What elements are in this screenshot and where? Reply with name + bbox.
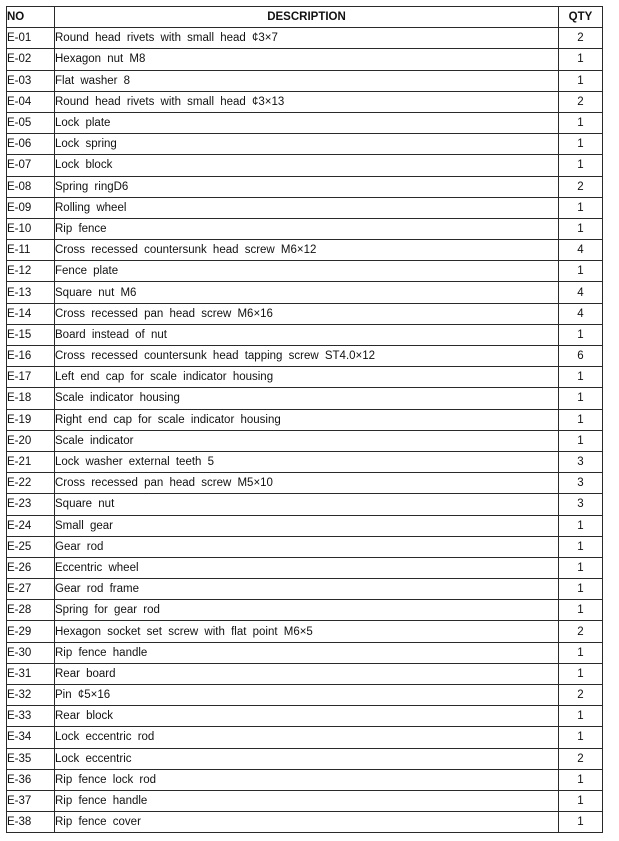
part-quantity-cell: 1 (559, 367, 603, 388)
part-quantity-cell: 2 (559, 621, 603, 642)
table-row (7, 112, 603, 133)
part-description-cell: Round head rivets with small head ¢3×7 (55, 28, 559, 49)
table-row (7, 727, 603, 748)
part-number-cell: E-28 (7, 600, 55, 621)
part-number-cell: E-03 (7, 70, 55, 91)
part-number-cell: E-38 (7, 812, 55, 833)
table-row (7, 812, 603, 833)
part-number-cell: E-30 (7, 642, 55, 663)
part-quantity-cell: 2 (559, 748, 603, 769)
part-quantity-cell: 1 (559, 134, 603, 155)
table-row (7, 663, 603, 684)
part-description-cell: Square nut (55, 494, 559, 515)
parts-table (6, 6, 603, 833)
part-number-cell: E-22 (7, 473, 55, 494)
table-row (7, 155, 603, 176)
part-description-cell: Cross recessed countersunk head tapping screw ST4.0×12 (55, 346, 559, 367)
part-description-cell: Hexagon socket set screw with flat point M6×5 (55, 621, 559, 642)
table-row (7, 282, 603, 303)
part-description-cell: Rip fence cover (55, 812, 559, 833)
table-row (7, 240, 603, 261)
part-description-cell: Board instead of nut (55, 324, 559, 345)
part-number-cell: E-21 (7, 451, 55, 472)
part-quantity-cell: 1 (559, 388, 603, 409)
part-number-cell: E-15 (7, 324, 55, 345)
part-quantity-cell: 1 (559, 112, 603, 133)
table-row (7, 430, 603, 451)
table-row (7, 515, 603, 536)
part-quantity-cell: 1 (559, 557, 603, 578)
part-number-cell: E-29 (7, 621, 55, 642)
part-quantity-cell: 1 (559, 430, 603, 451)
part-quantity-cell: 3 (559, 473, 603, 494)
part-number-cell: E-11 (7, 240, 55, 261)
part-quantity-cell: 2 (559, 685, 603, 706)
part-description-cell: Cross recessed countersunk head screw M6×12 (55, 240, 559, 261)
part-description-cell: Lock plate (55, 112, 559, 133)
part-description-cell: Spring for gear rod (55, 600, 559, 621)
table-row (7, 769, 603, 790)
part-description-cell: Lock washer external teeth 5 (55, 451, 559, 472)
part-quantity-cell: 1 (559, 790, 603, 811)
part-number-cell: E-16 (7, 346, 55, 367)
table-row (7, 367, 603, 388)
part-number-cell: E-17 (7, 367, 55, 388)
part-number-cell: E-36 (7, 769, 55, 790)
table-row (7, 600, 603, 621)
part-quantity-cell: 1 (559, 812, 603, 833)
part-quantity-cell: 6 (559, 346, 603, 367)
header-description: DESCRIPTION (55, 7, 559, 28)
header-qty: QTY (559, 7, 603, 28)
part-description-cell: Rear board (55, 663, 559, 684)
part-description-cell: Gear rod (55, 536, 559, 557)
part-quantity-cell: 1 (559, 727, 603, 748)
part-description-cell: Spring ringD6 (55, 176, 559, 197)
part-number-cell: E-33 (7, 706, 55, 727)
table-row (7, 218, 603, 239)
part-number-cell: E-34 (7, 727, 55, 748)
part-quantity-cell: 1 (559, 155, 603, 176)
part-quantity-cell: 1 (559, 197, 603, 218)
part-quantity-cell: 3 (559, 451, 603, 472)
part-number-cell: E-05 (7, 112, 55, 133)
part-quantity-cell: 1 (559, 663, 603, 684)
part-number-cell: E-24 (7, 515, 55, 536)
table-row (7, 494, 603, 515)
part-quantity-cell: 2 (559, 28, 603, 49)
part-quantity-cell: 4 (559, 240, 603, 261)
part-quantity-cell: 1 (559, 70, 603, 91)
part-description-cell: Rip fence (55, 218, 559, 239)
parts-table-header (7, 7, 603, 28)
part-quantity-cell: 4 (559, 303, 603, 324)
part-quantity-cell: 1 (559, 324, 603, 345)
part-number-cell: E-13 (7, 282, 55, 303)
part-description-cell: Eccentric wheel (55, 557, 559, 578)
table-row (7, 324, 603, 345)
part-number-cell: E-35 (7, 748, 55, 769)
part-description-cell: Right end cap for scale indicator housing (55, 409, 559, 430)
part-number-cell: E-31 (7, 663, 55, 684)
part-number-cell: E-08 (7, 176, 55, 197)
part-description-cell: Pin ¢5×16 (55, 685, 559, 706)
part-number-cell: E-18 (7, 388, 55, 409)
part-description-cell: Lock eccentric (55, 748, 559, 769)
table-row (7, 409, 603, 430)
table-row (7, 557, 603, 578)
table-row (7, 642, 603, 663)
part-quantity-cell: 1 (559, 706, 603, 727)
part-description-cell: Round head rivets with small head ¢3×13 (55, 91, 559, 112)
parts-table-body (7, 28, 603, 833)
part-description-cell: Lock eccentric rod (55, 727, 559, 748)
table-row (7, 451, 603, 472)
table-row (7, 49, 603, 70)
part-quantity-cell: 1 (559, 536, 603, 557)
part-number-cell: E-27 (7, 579, 55, 600)
part-quantity-cell: 1 (559, 515, 603, 536)
table-row (7, 536, 603, 557)
table-row (7, 579, 603, 600)
part-description-cell: Lock spring (55, 134, 559, 155)
table-row (7, 197, 603, 218)
part-description-cell: Rear block (55, 706, 559, 727)
part-number-cell: E-06 (7, 134, 55, 155)
part-quantity-cell: 3 (559, 494, 603, 515)
part-quantity-cell: 1 (559, 261, 603, 282)
part-description-cell: Rip fence handle (55, 642, 559, 663)
part-number-cell: E-20 (7, 430, 55, 451)
part-quantity-cell: 1 (559, 409, 603, 430)
part-number-cell: E-37 (7, 790, 55, 811)
part-quantity-cell: 2 (559, 91, 603, 112)
part-number-cell: E-25 (7, 536, 55, 557)
table-row (7, 70, 603, 91)
table-row (7, 685, 603, 706)
header-no: NO (7, 7, 55, 28)
part-quantity-cell: 2 (559, 176, 603, 197)
part-description-cell: Hexagon nut M8 (55, 49, 559, 70)
part-number-cell: E-32 (7, 685, 55, 706)
parts-list-sheet (6, 6, 593, 833)
table-row (7, 134, 603, 155)
part-number-cell: E-01 (7, 28, 55, 49)
table-row (7, 706, 603, 727)
table-row (7, 303, 603, 324)
table-row (7, 790, 603, 811)
part-number-cell: E-23 (7, 494, 55, 515)
table-row (7, 91, 603, 112)
part-description-cell: Rip fence lock rod (55, 769, 559, 790)
table-row (7, 28, 603, 49)
part-description-cell: Rolling wheel (55, 197, 559, 218)
part-description-cell: Flat washer 8 (55, 70, 559, 91)
table-row (7, 473, 603, 494)
part-description-cell: Gear rod frame (55, 579, 559, 600)
part-number-cell: E-10 (7, 218, 55, 239)
part-number-cell: E-09 (7, 197, 55, 218)
part-description-cell: Rip fence handle (55, 790, 559, 811)
part-description-cell: Scale indicator (55, 430, 559, 451)
part-quantity-cell: 1 (559, 49, 603, 70)
part-quantity-cell: 4 (559, 282, 603, 303)
part-description-cell: Fence plate (55, 261, 559, 282)
table-row (7, 176, 603, 197)
part-description-cell: Lock block (55, 155, 559, 176)
part-description-cell: Square nut M6 (55, 282, 559, 303)
part-description-cell: Left end cap for scale indicator housing (55, 367, 559, 388)
part-description-cell: Small gear (55, 515, 559, 536)
table-row (7, 621, 603, 642)
part-number-cell: E-07 (7, 155, 55, 176)
part-description-cell: Cross recessed pan head screw M6×16 (55, 303, 559, 324)
part-number-cell: E-26 (7, 557, 55, 578)
table-row (7, 346, 603, 367)
part-number-cell: E-12 (7, 261, 55, 282)
part-quantity-cell: 1 (559, 579, 603, 600)
part-quantity-cell: 1 (559, 218, 603, 239)
table-row (7, 388, 603, 409)
part-description-cell: Cross recessed pan head screw M5×10 (55, 473, 559, 494)
part-quantity-cell: 1 (559, 642, 603, 663)
part-number-cell: E-19 (7, 409, 55, 430)
part-number-cell: E-04 (7, 91, 55, 112)
part-description-cell: Scale indicator housing (55, 388, 559, 409)
part-number-cell: E-14 (7, 303, 55, 324)
table-row (7, 748, 603, 769)
part-quantity-cell: 1 (559, 769, 603, 790)
table-row (7, 261, 603, 282)
part-number-cell: E-02 (7, 49, 55, 70)
part-quantity-cell: 1 (559, 600, 603, 621)
header-row (7, 7, 603, 28)
